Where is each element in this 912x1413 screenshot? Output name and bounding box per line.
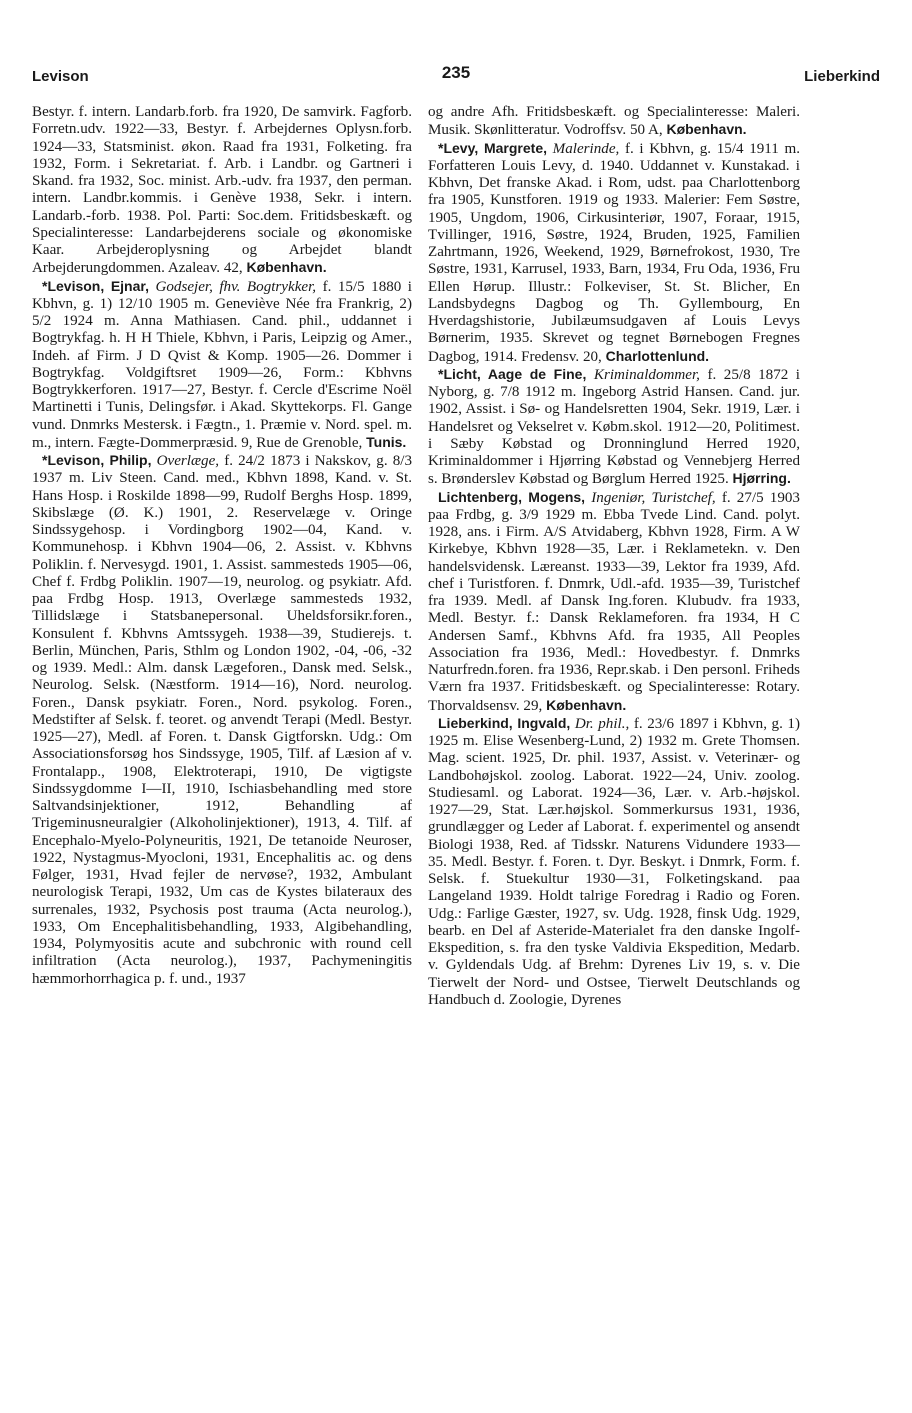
entry-title: Kriminaldommer, [593, 366, 700, 383]
entry-title: Godsejer, fhv. Bogtrykker, [155, 278, 317, 295]
entry-address: København. [546, 696, 627, 713]
entry-address: Charlottenlund. [605, 347, 710, 364]
entry-name: Lichtenberg, Mogens, [438, 488, 586, 505]
entry-title: Ingeniør, Turistchef, [591, 489, 716, 506]
biography-entry [32, 278, 412, 453]
entry-continuation [428, 104, 800, 140]
entry-continuation [32, 104, 412, 278]
entry-title: Overlæge, [156, 453, 220, 469]
right-column [428, 104, 800, 1304]
entry-text: f. 23/6 1897 i Kbhvn, g. 1) 1925 m. Elise Wesenberg-Lund, 2) 1932 m. Grete Thomsen. Mag. scient. 1925, Dr. phil. 1937, Assist. v. Veterinær- og Landbohøjskol. zoolog. Laborat. 1922—24, Univ. zoolog. Studiesaml. og Laborat. 1924—36, Lær. v. Arb.-højskol. 1927—29, Stat. Lær.højskol. Sommerkursus 1931, 1936, grundlægger og Leder af Laborat. f. experimentel og ansendt Biologi 1938, Red. af Tidsskr. Naturens Vidundere 1933—35. Medl. Bestyr. f. Foren. t. Dyr. Beskyt. i Dnmrk, Form. f. Selsk. f. Stuekultur 1930—31, Folketingskand. paa Langeland 1939. Holdt talrige Foredrag i Radio og Foren. Udg.: Farlige Gæster, 1927, sv. Udg. 1928, finsk Udg. 1929, bearb. en Del af Asteride-Materialet fra den danske Ingolf-Ekspedition, s. fra den tyske Valdivia Ekspedition, Medarb. v. Gyldendals Udg. af Brehm: Dyrenes Liv 19, s. v. Die Tierwelt der Nord- und Ostsee, Tierwelt Deutschlands og Handbuch d. Zoologie, Dyrenes [428, 715, 800, 1008]
biography-entry [428, 366, 800, 489]
biography-entry [32, 452, 412, 988]
entry-address: København. [666, 121, 747, 138]
entry-name: *Levison, Ejnar, [42, 277, 149, 294]
entry-text: f. 24/2 1873 i Nakskov, g. 8/3 1937 m. Liv Steen. Cand. med., Kbhvn 1898, Kand. v. St. Hans Hosp. i Roskilde 1898—99, Rudolf Berghs Hosp. 1899, Skibslæge (Ø. K.) 1901, 2. Reservelæge v. Oringe Sindssygehosp. i Vordingborg 1902—04, Kand. v. Kommunehosp. i Kbhvn 1904—06, 2. Assist. v. Kbhvns Poliklin. f. Nervesygd. 1901, 1. Assist. sammesteds 1905—06, Chef f. Frdbg Poliklin. 1907—19, neurolog. og psykiatr. Afd. paa Frdbg Hosp. 1913, Overlæge sammesteds 1932, Tillidslæge i Statsbanepersonal. Uheldsforsikr.foren., Konsulent f. Kbhvns Amtssygeh. 1938—39, Studierejs. t. Berlin, München, Paris, Sthlm og London 1902, -04, -06, -32 og 1939. Medl.: Alm. dansk Lægeforen., Dansk med. Selsk., Neurolog. Selsk. (Næstform. 1914—16), Nord. neurolog. Foren., Dansk psykiatr. Foren., Nord. psykolog. Foren., Medstifter af Selsk. f. teoret. og anvendt Terapi (Medl. Bestyr. 1925—27), Medl. af Foren. t. Dansk Gigtforskn. Udg.: Om Associationsforsøg hos Sindssyge, 1905, Tilf. af Læsion af v. Frontalapp., 1908, Elektroterapi, 1910, De vigtigste Sindssygdomme I—II, 1910, Ischiasbehandling med store Saltvandsinjektioner, 1912, Behandling af Trigeminusneuralgier (Alkoholinjektioner), 1913, 4. Tilf. af Encephalo-Myelo-Polyneuritis, 1921, De tetanoide Neuroser, 1922, Nystagmus-Myocloni, 1931, Encephalitis ac. og dens Følger, 1931, Hvad fejler de nervøse?, 1932, Ambulant neurologisk Terapi, 1932, Um cas de Kystes bilateraux des surrenales, 1932, Psychosis post trauma (Acta neurolog.), 1933, Om Encephalitisbehandling, 1933, Algibehandling, 1934, Polymyositis acute and subchronic with round cell infiltration (Acta neurolog.), 1937, Pachymeningitis hæmmorhorrhagica p. f. und., 1937 [32, 453, 412, 987]
running-head-left: Levison [32, 68, 89, 85]
biography-entry [428, 489, 800, 715]
entry-text: f. 15/5 1880 i Kbhvn, g. 1) 12/10 1905 m. Geneviève Née fra Frankrig, 2) 5/2 1924 m. Anna Mathiasen. Cand. phil., uddannet i Bogtrykfag. h. H H Thiele, Kbhvn, i Paris, Leipzig og Amer., Indeh. af Firm. J D Qvist & Komp. 1905—26. Dommer i Bogtrykfag. Voldgiftsret 1909—26, Form.: Kbhvns Bogtrykkerforen. 1917—27, Bestyr. f. Cercle d'Escrime Noël Martinetti i Tunis, Delingsfør. i Akad. Skyttekorps. Fl. Gange vund. Dnmrks Mestersk. i Fægtn., 1. Præmie v. Nord. spel. m. m., intern. Fægte-Dommerpræsid. 9, Rue de Grenoble, [32, 278, 412, 451]
entry-text: og andre Afh. Fritidsbeskæft. og Specialinteresse: Maleri. Musik. Skønlitteratur. Vodroffsv. 50 A, [428, 104, 800, 139]
biography-entry [428, 140, 800, 366]
entry-text: f. 27/5 1903 paa Frdbg, g. 3/9 1929 m. Ebba Tvede Lind. Cand. polyt. 1928, ans. i Firm. A/S Atvidaberg, Kbhvn 1928, Firm. A W Kirkebye, Kbhvn 1928—35, Lær. i Reklametekn. v. Den handelsvidensk. Læreanst. 1933—39, Lektor fra 1939, Afd. chef i Turistforen. f. Dnmrk, Udl.-afd. 1935—39, Turistchef fra 1939. Medl. af Dansk Ing.foren. Klubudv. fra 1933, Medl. Bestyr. f.: Dansk Reklameforen. fra 1934, H C Andersen Samf., Kbhvns Afd. fra 1935, All Peoples Association fra 1936, Medl.: Hovedbestyr. f. Dnmrks Naturfredn.foren. fra 1936, Repr.skab. i Den personl. Friheds Værn fra 1937. Fritidsbeskæft. og Specialinteresse: Rotary. Thorvaldsensv. 29, [428, 489, 800, 714]
entry-name: Lieberkind, Ingvald, [438, 714, 571, 731]
running-head [32, 60, 880, 90]
entry-name: *Licht, Aage de Fine, [438, 365, 587, 382]
left-column [32, 104, 412, 1304]
entry-title: Malerinde, [552, 140, 620, 157]
entry-text: f. 25/8 1872 i Nyborg, g. 7/8 1912 m. Ingeborg Astrid Hansen. Cand. jur. 1902, Assist. i Sø- og Handelsretten 1904, Sekr. 1919, Lær. i Handelsret og Vekselret v. Købm.skol. 1912—20, Politimest. i Sæby Købstad og Dronninglund Herred 1920, Kriminaldommer i Hjørring Købstad og Vennebjerg Herred s. Brønderslev Købstad og Børglum Herred 1925. [428, 366, 800, 488]
running-head-right: Lieberkind [804, 68, 880, 85]
entry-address: Hjørring. [732, 470, 791, 487]
page-number: 235 [441, 63, 471, 82]
biography-entry [428, 715, 800, 1009]
entry-name: *Levison, Philip, [42, 452, 152, 468]
entry-address: Tunis. [366, 433, 407, 450]
entry-name: *Levy, Margrete, [438, 139, 547, 156]
entry-text: f. i Kbhvn, g. 15/4 1911 m. Forfatteren Louis Levy, d. 1940. Uddannet v. Kunstakad. i Kbhvn, Det franske Akad. i Rom, udst. paa Charlottenborg fra 1905, Kunstforen. 1919 og 1933. Malerier: Fem Søstre, 1905, Ungdom, 1906, Cirkusinteriør, 1907, Foraar, 1915, Tvillinger, 1916, Søstre, 1924, Bruden, 1925, Familien Zahrtmann, 1926, Weekend, 1929, Børnefrokost, 1930, Tre Søstre, 1931, Karrusel, 1933, Barn, 1934, Fru Oda, 1936, Fru Ellen Hørup. Illustr.: Folkeviser, St. St. Blicher, En Landsbydegns Dagbog og Th. Gyllembourg, En Hverdagshistorie, Jubilæumsudgaven af Louis Levys Børnerim, 1935. Skrevet og tegnet Børnebogen Fregnes Dagbog, 1914. Fredensv. 20, [428, 140, 800, 365]
entry-text: Bestyr. f. intern. Landarb.forb. fra 1920, De samvirk. Fagforb. Forretn.udv. 1922—33, Bestyr. f. Arbejdernes Oplysn.forb. 1924—33, Statsminist. økon. Raad fra 1931, Folketing. fra 1932, Form. i Sekretariat. f. Arb. i Landbr. og Gartneri i Skand. fra 1932, Soc. minist. Arb.-udv. fra 1937, den perman. intern. Landbr.kommis. i Genève 1938, Sekr. i intern. Landarb.-forb. 1938. Pol. Parti: Soc.dem. Fritidsbeskæft. og Specialinteresse: Landarbejderens sociale og økonomiske Kaar. Arbejderoplysning og Arbejdet blandt Arbejderungdommen. Azaleav. 42, [32, 104, 412, 277]
entry-address: København. [246, 259, 327, 276]
entry-title: Dr. phil., [574, 715, 630, 732]
